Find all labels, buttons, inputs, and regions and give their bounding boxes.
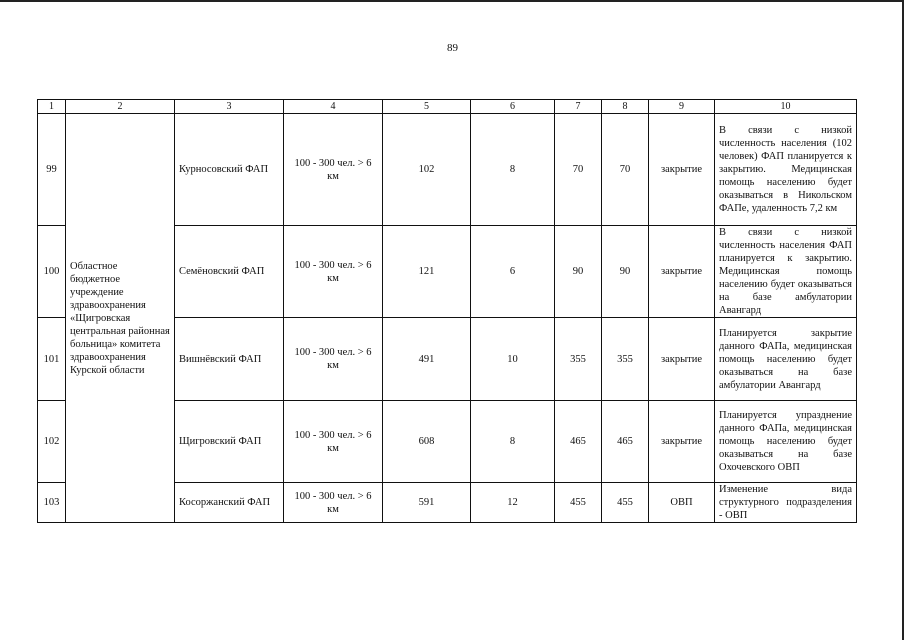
action-cell: закрытие (649, 226, 715, 318)
population-range: 100 - 300 чел. > 6 км (284, 318, 383, 401)
row-number: 100 (38, 226, 66, 318)
cell-value: 12 (471, 483, 555, 523)
cell-value: 465 (602, 401, 649, 483)
cell-value: 455 (555, 483, 602, 523)
action-cell: закрытие (649, 114, 715, 226)
population-range: 100 - 300 чел. > 6 км (284, 226, 383, 318)
column-header: 4 (284, 100, 383, 114)
cell-value: 465 (555, 401, 602, 483)
cell-value: 70 (602, 114, 649, 226)
cell-value: 102 (383, 114, 471, 226)
action-cell: закрытие (649, 401, 715, 483)
action-cell: ОВП (649, 483, 715, 523)
column-header: 7 (555, 100, 602, 114)
action-cell: закрытие (649, 318, 715, 401)
header-row (38, 100, 857, 114)
row-number: 103 (38, 483, 66, 523)
organization-name: Областное бюджетное учреждение здравоохранения «Щигровская центральная районная больница» комитета здравоохранения Курской области (66, 114, 175, 523)
population-range: 100 - 300 чел. > 6 км (284, 401, 383, 483)
facility-name: Щигровский ФАП (175, 401, 284, 483)
cell-value: 608 (383, 401, 471, 483)
note-cell: Изменение вида структурного подразделения - ОВП (715, 483, 857, 523)
cell-value: 8 (471, 401, 555, 483)
column-header: 9 (649, 100, 715, 114)
column-header: 1 (38, 100, 66, 114)
row-number: 101 (38, 318, 66, 401)
page-number: 89 (447, 42, 458, 54)
cell-value: 10 (471, 318, 555, 401)
cell-value: 355 (555, 318, 602, 401)
cell-value: 8 (471, 114, 555, 226)
scan-border-right (902, 0, 904, 640)
scan-border-top (0, 0, 903, 2)
cell-value: 591 (383, 483, 471, 523)
cell-value: 90 (602, 226, 649, 318)
column-header: 6 (471, 100, 555, 114)
note-cell: Планируется закрытие данного ФАПа, медицинская помощь населению будет оказываться на базе амбулатории Авангард (715, 318, 857, 401)
population-range: 100 - 300 чел. > 6 км (284, 483, 383, 523)
note-cell: В связи с низкой численность населения (102 человек) ФАП планируется к закрытию. Медицинская помощь населению будет оказываться в Никольском ФАПе, удаленность 7,2 км (715, 114, 857, 226)
facility-name: Вишнёвский ФАП (175, 318, 284, 401)
note-cell: В связи с низкой численность населения ФАП планируется к закрытию. Медицинская помощь населению будет оказываться на базе амбулатории Авангард (715, 226, 857, 318)
column-header: 5 (383, 100, 471, 114)
column-header: 2 (66, 100, 175, 114)
cell-value: 491 (383, 318, 471, 401)
facility-name: Семёновский ФАП (175, 226, 284, 318)
cell-value: 455 (602, 483, 649, 523)
facilities-table (37, 99, 857, 523)
cell-value: 355 (602, 318, 649, 401)
table-row (38, 114, 857, 226)
cell-value: 70 (555, 114, 602, 226)
facility-name: Косоржанский ФАП (175, 483, 284, 523)
column-header: 8 (602, 100, 649, 114)
facility-name: Курносовский ФАП (175, 114, 284, 226)
row-number: 99 (38, 114, 66, 226)
note-cell: Планируется упразднение данного ФАПа, медицинская помощь населению будет оказываться на базе Охочевского ОВП (715, 401, 857, 483)
column-header: 10 (715, 100, 857, 114)
row-number: 102 (38, 401, 66, 483)
cell-value: 6 (471, 226, 555, 318)
cell-value: 90 (555, 226, 602, 318)
population-range: 100 - 300 чел. > 6 км (284, 114, 383, 226)
cell-value: 121 (383, 226, 471, 318)
column-header: 3 (175, 100, 284, 114)
